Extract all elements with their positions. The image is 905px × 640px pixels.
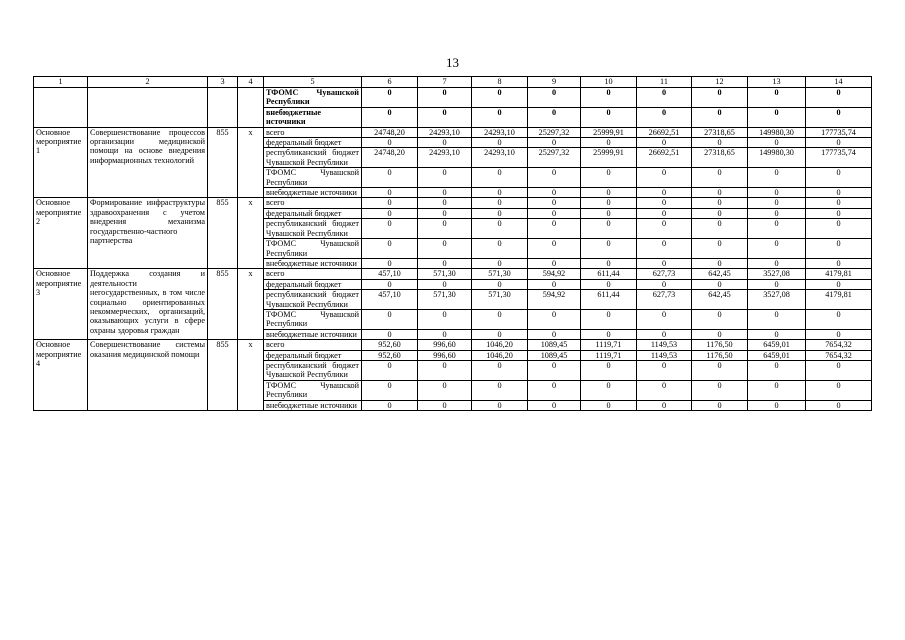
value-cell: 1046,20: [472, 350, 528, 360]
value-cell: 0: [692, 188, 748, 198]
value-cell: 149980,30: [748, 127, 806, 137]
value-cell: 0: [581, 380, 637, 400]
value-cell: 0: [581, 219, 637, 239]
value-cell: 0: [472, 208, 528, 218]
column-number: 12: [692, 77, 748, 88]
value-cell: 0: [806, 360, 872, 380]
value-cell: 6459,01: [748, 340, 806, 350]
value-cell: 0: [528, 258, 581, 268]
funding-source: внебюджетные источники: [264, 329, 362, 339]
value-cell: 1149,53: [637, 350, 692, 360]
value-cell: 24293,10: [472, 127, 528, 137]
value-cell: 0: [528, 168, 581, 188]
value-cell: 0: [692, 239, 748, 259]
value-cell: 0: [418, 219, 472, 239]
funding-source: внебюджетные источники: [264, 107, 362, 127]
value-cell: 0: [362, 188, 418, 198]
column-number: 6: [362, 77, 418, 88]
value-cell: 0: [362, 258, 418, 268]
value-cell: 0: [637, 329, 692, 339]
value-cell: 7654,32: [806, 350, 872, 360]
value-cell: 0: [692, 198, 748, 208]
value-cell: 0: [472, 88, 528, 108]
column-number: 13: [748, 77, 806, 88]
value-cell: 0: [472, 309, 528, 329]
value-cell: 0: [637, 198, 692, 208]
value-cell: 0: [806, 107, 872, 127]
funding-source: внебюджетные источники: [264, 188, 362, 198]
value-cell: 952,60: [362, 340, 418, 350]
activity-code: 855: [208, 269, 238, 340]
funding-source: всего: [264, 269, 362, 279]
value-cell: 0: [581, 198, 637, 208]
funding-source: ТФОМС Чувашской Республики: [264, 239, 362, 259]
activity-title: Основное мероприятие 4: [34, 340, 88, 411]
value-cell: 0: [637, 219, 692, 239]
activity-mark: х: [238, 340, 264, 411]
value-cell: 0: [362, 219, 418, 239]
value-cell: 0: [748, 239, 806, 259]
value-cell: 0: [418, 208, 472, 218]
funding-source: федеральный бюджет: [264, 208, 362, 218]
value-cell: 611,44: [581, 269, 637, 279]
value-cell: 0: [692, 88, 748, 108]
value-cell: 0: [692, 138, 748, 148]
value-cell: 0: [472, 279, 528, 289]
value-cell: 0: [418, 239, 472, 259]
value-cell: 0: [748, 380, 806, 400]
value-cell: 0: [637, 380, 692, 400]
activity-code: 855: [208, 127, 238, 198]
value-cell: 0: [748, 138, 806, 148]
funding-source: федеральный бюджет: [264, 138, 362, 148]
value-cell: 0: [528, 400, 581, 410]
value-cell: 0: [528, 188, 581, 198]
value-cell: 0: [806, 309, 872, 329]
funding-source: всего: [264, 198, 362, 208]
value-cell: 0: [748, 258, 806, 268]
value-cell: 0: [806, 380, 872, 400]
value-cell: 594,92: [528, 290, 581, 310]
value-cell: 0: [581, 88, 637, 108]
blank-cell: [88, 88, 208, 128]
value-cell: 0: [418, 88, 472, 108]
funding-source: республиканский бюджет Чувашской Республики: [264, 290, 362, 310]
column-number: 14: [806, 77, 872, 88]
value-cell: 26692,51: [637, 148, 692, 168]
funding-source: внебюджетные источники: [264, 258, 362, 268]
value-cell: 0: [528, 329, 581, 339]
funding-source: внебюджетные источники: [264, 400, 362, 410]
value-cell: 0: [362, 198, 418, 208]
value-cell: 0: [748, 88, 806, 108]
value-cell: 0: [748, 360, 806, 380]
value-cell: 0: [748, 168, 806, 188]
value-cell: 0: [581, 208, 637, 218]
value-cell: 0: [748, 198, 806, 208]
value-cell: 0: [637, 168, 692, 188]
value-cell: 4179,81: [806, 290, 872, 310]
funding-source: республиканский бюджет Чувашской Республики: [264, 219, 362, 239]
funding-source: федеральный бюджет: [264, 350, 362, 360]
activity-title: Основное мероприятие 1: [34, 127, 88, 198]
value-cell: 0: [581, 279, 637, 289]
value-cell: 0: [528, 198, 581, 208]
column-number: 9: [528, 77, 581, 88]
value-cell: 0: [528, 208, 581, 218]
funding-source: республиканский бюджет Чувашской Республики: [264, 148, 362, 168]
value-cell: 0: [806, 168, 872, 188]
value-cell: 0: [472, 360, 528, 380]
value-cell: 642,45: [692, 269, 748, 279]
value-cell: 0: [362, 168, 418, 188]
activity-title: Основное мероприятие 3: [34, 269, 88, 340]
activity-title: Основное мероприятие 2: [34, 198, 88, 269]
activity-code: 855: [208, 198, 238, 269]
value-cell: 457,10: [362, 269, 418, 279]
value-cell: 996,60: [418, 350, 472, 360]
value-cell: 0: [581, 107, 637, 127]
value-cell: 0: [418, 279, 472, 289]
column-number: 4: [238, 77, 264, 88]
value-cell: 24748,20: [362, 127, 418, 137]
value-cell: 0: [472, 258, 528, 268]
activity-description: Поддержка создания и деятельности негосударственных, в том числе социально ориентированных некоммерческих, организаций, оказывающих услуги в сфере охраны здоровья граждан: [88, 269, 208, 340]
value-cell: 627,73: [637, 269, 692, 279]
funding-source: всего: [264, 127, 362, 137]
value-cell: 571,30: [472, 269, 528, 279]
value-cell: 6459,01: [748, 350, 806, 360]
value-cell: 0: [581, 188, 637, 198]
column-number: 1: [34, 77, 88, 88]
value-cell: 0: [806, 219, 872, 239]
value-cell: 4179,81: [806, 269, 872, 279]
value-cell: 7654,32: [806, 340, 872, 350]
value-cell: 0: [472, 329, 528, 339]
value-cell: 457,10: [362, 290, 418, 310]
blank-cell: [34, 88, 88, 128]
value-cell: 0: [472, 198, 528, 208]
value-cell: 0: [806, 258, 872, 268]
value-cell: 0: [528, 279, 581, 289]
value-cell: 0: [692, 258, 748, 268]
value-cell: 952,60: [362, 350, 418, 360]
value-cell: 0: [581, 360, 637, 380]
value-cell: 1119,71: [581, 350, 637, 360]
value-cell: 25999,91: [581, 127, 637, 137]
table-row: [34, 340, 872, 350]
value-cell: 0: [362, 279, 418, 289]
value-cell: 0: [362, 380, 418, 400]
value-cell: 0: [418, 329, 472, 339]
activity-mark: х: [238, 127, 264, 198]
value-cell: 0: [637, 188, 692, 198]
value-cell: 0: [581, 239, 637, 259]
value-cell: 0: [806, 208, 872, 218]
value-cell: 0: [692, 309, 748, 329]
value-cell: 1089,45: [528, 350, 581, 360]
value-cell: 25297,32: [528, 148, 581, 168]
column-number: 11: [637, 77, 692, 88]
column-number: 8: [472, 77, 528, 88]
value-cell: 0: [418, 138, 472, 148]
value-cell: 0: [472, 219, 528, 239]
value-cell: 0: [528, 138, 581, 148]
value-cell: 0: [362, 239, 418, 259]
value-cell: 0: [637, 400, 692, 410]
activity-description: Совершенствование системы оказания медицинской помощи: [88, 340, 208, 411]
activity-description: Формирование инфраструктуры здравоохранения с учетом внедрения механизма государственно-частного партнерства: [88, 198, 208, 269]
value-cell: 571,30: [472, 290, 528, 310]
value-cell: 996,60: [418, 340, 472, 350]
value-cell: 571,30: [418, 269, 472, 279]
value-cell: 0: [806, 88, 872, 108]
value-cell: 0: [806, 400, 872, 410]
value-cell: 24748,20: [362, 148, 418, 168]
value-cell: 0: [528, 88, 581, 108]
value-cell: 0: [637, 239, 692, 259]
column-number-row: [34, 77, 872, 88]
value-cell: 1176,50: [692, 350, 748, 360]
value-cell: 0: [362, 309, 418, 329]
value-cell: 0: [806, 239, 872, 259]
value-cell: 0: [692, 107, 748, 127]
column-number: 10: [581, 77, 637, 88]
blank-cell: [238, 88, 264, 128]
value-cell: 0: [528, 219, 581, 239]
value-cell: 0: [806, 188, 872, 198]
value-cell: 0: [362, 208, 418, 218]
value-cell: 0: [806, 198, 872, 208]
value-cell: 0: [748, 188, 806, 198]
value-cell: 177735,74: [806, 148, 872, 168]
value-cell: 0: [806, 279, 872, 289]
value-cell: 1176,50: [692, 340, 748, 350]
value-cell: 0: [528, 107, 581, 127]
value-cell: 0: [528, 239, 581, 259]
table-row: [34, 127, 872, 137]
value-cell: 0: [472, 380, 528, 400]
value-cell: 24293,10: [472, 148, 528, 168]
value-cell: 0: [418, 188, 472, 198]
column-number: 7: [418, 77, 472, 88]
value-cell: 0: [528, 360, 581, 380]
value-cell: 0: [692, 279, 748, 289]
value-cell: 0: [692, 168, 748, 188]
value-cell: 3527,08: [748, 290, 806, 310]
value-cell: 0: [748, 279, 806, 289]
blank-cell: [208, 88, 238, 128]
value-cell: 0: [748, 208, 806, 218]
value-cell: 27318,65: [692, 127, 748, 137]
value-cell: 0: [472, 168, 528, 188]
value-cell: 0: [472, 400, 528, 410]
value-cell: 0: [472, 239, 528, 259]
value-cell: 0: [472, 138, 528, 148]
value-cell: 0: [418, 309, 472, 329]
value-cell: 1089,45: [528, 340, 581, 350]
value-cell: 0: [362, 329, 418, 339]
value-cell: 3527,08: [748, 269, 806, 279]
value-cell: 0: [472, 188, 528, 198]
value-cell: 642,45: [692, 290, 748, 310]
value-cell: 0: [637, 360, 692, 380]
value-cell: 25297,32: [528, 127, 581, 137]
value-cell: 594,92: [528, 269, 581, 279]
value-cell: 0: [637, 208, 692, 218]
value-cell: 0: [637, 107, 692, 127]
value-cell: 0: [528, 380, 581, 400]
table-row: [34, 198, 872, 208]
value-cell: 27318,65: [692, 148, 748, 168]
value-cell: 0: [748, 400, 806, 410]
funding-source: республиканский бюджет Чувашской Республики: [264, 360, 362, 380]
value-cell: 1149,53: [637, 340, 692, 350]
value-cell: 0: [418, 380, 472, 400]
value-cell: 0: [581, 400, 637, 410]
value-cell: 0: [418, 168, 472, 188]
value-cell: 611,44: [581, 290, 637, 310]
value-cell: 0: [692, 380, 748, 400]
value-cell: 0: [362, 138, 418, 148]
value-cell: 0: [637, 309, 692, 329]
value-cell: 0: [637, 138, 692, 148]
column-number: 3: [208, 77, 238, 88]
funding-source: всего: [264, 340, 362, 350]
funding-table: [33, 76, 872, 411]
value-cell: 0: [418, 198, 472, 208]
value-cell: 0: [806, 138, 872, 148]
value-cell: 25999,91: [581, 148, 637, 168]
value-cell: 0: [748, 309, 806, 329]
value-cell: 0: [472, 107, 528, 127]
funding-source: федеральный бюджет: [264, 279, 362, 289]
funding-source: ТФОМС Чувашской Республики: [264, 88, 362, 108]
value-cell: 0: [581, 138, 637, 148]
value-cell: 0: [418, 107, 472, 127]
value-cell: 0: [748, 219, 806, 239]
value-cell: 0: [528, 309, 581, 329]
value-cell: 0: [581, 309, 637, 329]
value-cell: 24293,10: [418, 127, 472, 137]
column-number: 2: [88, 77, 208, 88]
value-cell: 0: [581, 168, 637, 188]
value-cell: 149980,30: [748, 148, 806, 168]
page-number: 13: [446, 55, 459, 70]
value-cell: 0: [637, 279, 692, 289]
value-cell: 177735,74: [806, 127, 872, 137]
value-cell: 0: [418, 400, 472, 410]
value-cell: 0: [581, 329, 637, 339]
value-cell: 0: [362, 400, 418, 410]
value-cell: 627,73: [637, 290, 692, 310]
activity-mark: х: [238, 198, 264, 269]
value-cell: 0: [581, 258, 637, 268]
activity-mark: х: [238, 269, 264, 340]
value-cell: 0: [692, 329, 748, 339]
table-body: [34, 77, 872, 411]
value-cell: 26692,51: [637, 127, 692, 137]
column-number: 5: [264, 77, 362, 88]
value-cell: 571,30: [418, 290, 472, 310]
value-cell: 0: [418, 258, 472, 268]
value-cell: 1046,20: [472, 340, 528, 350]
value-cell: 0: [637, 88, 692, 108]
value-cell: 0: [692, 219, 748, 239]
funding-source: ТФОМС Чувашской Республики: [264, 309, 362, 329]
value-cell: 0: [362, 360, 418, 380]
funding-source: ТФОМС Чувашской Республики: [264, 380, 362, 400]
value-cell: 0: [748, 107, 806, 127]
value-cell: 0: [637, 258, 692, 268]
value-cell: 0: [362, 107, 418, 127]
table-row: [34, 88, 872, 108]
value-cell: 1119,71: [581, 340, 637, 350]
value-cell: 0: [806, 329, 872, 339]
value-cell: 0: [692, 208, 748, 218]
value-cell: 0: [692, 400, 748, 410]
value-cell: 0: [692, 360, 748, 380]
value-cell: 24293,10: [418, 148, 472, 168]
value-cell: 0: [748, 329, 806, 339]
table-row: [34, 269, 872, 279]
value-cell: 0: [418, 360, 472, 380]
funding-source: ТФОМС Чувашской Республики: [264, 168, 362, 188]
activity-code: 855: [208, 340, 238, 411]
value-cell: 0: [362, 88, 418, 108]
activity-description: Совершенствование процессов организации медицинской помощи на основе внедрения информационных технологий: [88, 127, 208, 198]
